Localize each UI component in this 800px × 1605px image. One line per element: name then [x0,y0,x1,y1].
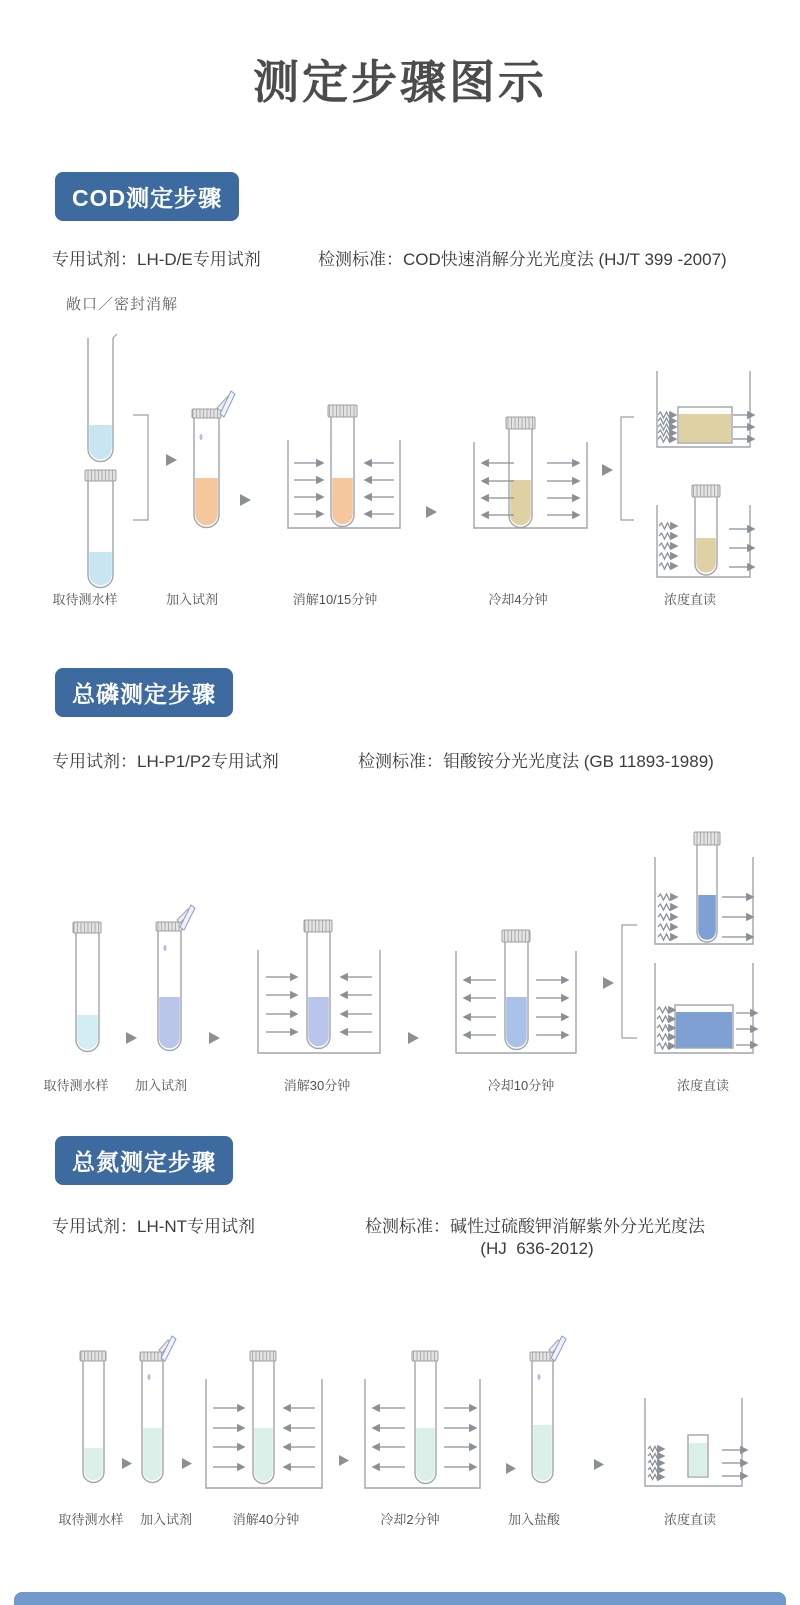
photometer-cuvette-reading-icon [645,1398,746,1486]
step-arrow-icon [339,1455,349,1466]
reagent-tube-icon [140,1336,176,1483]
reagent-tube-icon [192,391,235,528]
tp-procedure-diagram [0,810,800,1060]
bracket-shape [622,925,637,1038]
standard-text-line2: (HJ 636-2012) [480,1239,594,1258]
step-label: 加入试剂 [134,1078,188,1093]
step-label: 消解30分钟 [283,1078,351,1093]
step-arrow-icon [209,1032,220,1044]
bracket-shape [621,417,634,520]
reagent-text: 专用试剂：LH-P1/P2专用试剂 [52,752,279,771]
acid-tube-icon [530,1336,566,1483]
step-arrow-icon [182,1458,192,1469]
digestion-note: 敞口／密封消解 [66,296,179,313]
reagent-text: 专用试剂：LH-NT专用试剂 [52,1217,256,1236]
step-arrow-icon [122,1458,132,1469]
footer-accent-bar [14,1592,786,1605]
step-arrow-icon [602,464,613,476]
step-label: 加入试剂 [165,592,219,607]
step-arrow-icon [408,1032,419,1044]
step-label: 取待测水样 [52,592,118,607]
cooling-beaker-icon [474,417,587,528]
step-label: 取待测水样 [43,1078,109,1093]
step-label: 冷却2分钟 [380,1512,440,1527]
heating-beaker-icon [258,920,380,1053]
capped-test-tube-icon [73,922,101,1052]
step-arrow-icon [126,1032,137,1044]
photometer-cuvette-reading-icon [657,371,753,447]
step-label: 浓度直读 [676,1078,730,1093]
photometer-tube-reading-icon [655,832,753,944]
heating-beaker-icon [288,405,400,528]
page-title: 测定步骤图示 [253,56,547,108]
capped-test-tube-icon [85,470,116,588]
step-arrow-icon [166,454,177,466]
capped-test-tube-icon [80,1351,106,1483]
step-arrow-icon [506,1463,516,1474]
reagent-text: 专用试剂：LH-D/E专用试剂 [52,250,261,269]
reagent-tube-icon [156,905,195,1051]
standard-text: 检测标准：COD快速消解分光光度法 (HJ/T 399 -2007) [318,250,727,269]
step-arrow-icon [426,506,437,518]
step-label: 浓度直读 [663,592,717,607]
step-label: 消解10/15分钟 [292,592,378,607]
section-badge-cod: COD测定步骤 [55,172,239,221]
step-label: 取待测水样 [58,1512,124,1527]
step-label: 消解40分钟 [232,1512,300,1527]
photometer-tube-reading-icon [657,485,753,577]
bracket-shape [133,415,148,520]
standard-text: 检测标准：碱性过硫酸钾消解紫外分光光度法 [365,1217,705,1236]
step-arrow-icon [594,1459,604,1470]
step-label: 冷却10分钟 [487,1078,555,1093]
cooling-beaker-icon [365,1351,480,1488]
step-arrow-icon [603,977,614,989]
step-label: 冷却4分钟 [488,592,548,607]
cooling-beaker-icon [456,930,576,1053]
section-badge-tn: 总氮测定步骤 [55,1136,233,1185]
step-arrow-icon [240,494,251,506]
section-badge-tp: 总磷测定步骤 [55,668,233,717]
tn-procedure-diagram [0,1320,800,1500]
step-label: 加入盐酸 [507,1512,561,1527]
step-label: 浓度直读 [663,1512,717,1527]
heating-beaker-icon [206,1351,322,1488]
standard-text: 检测标准：钼酸铵分光光度法 (GB 11893-1989) [358,752,714,771]
open-test-tube-icon [88,334,117,462]
step-label: 加入试剂 [139,1512,193,1527]
photometer-cuvette-reading-icon [655,963,756,1053]
cod-procedure-diagram [0,330,800,610]
